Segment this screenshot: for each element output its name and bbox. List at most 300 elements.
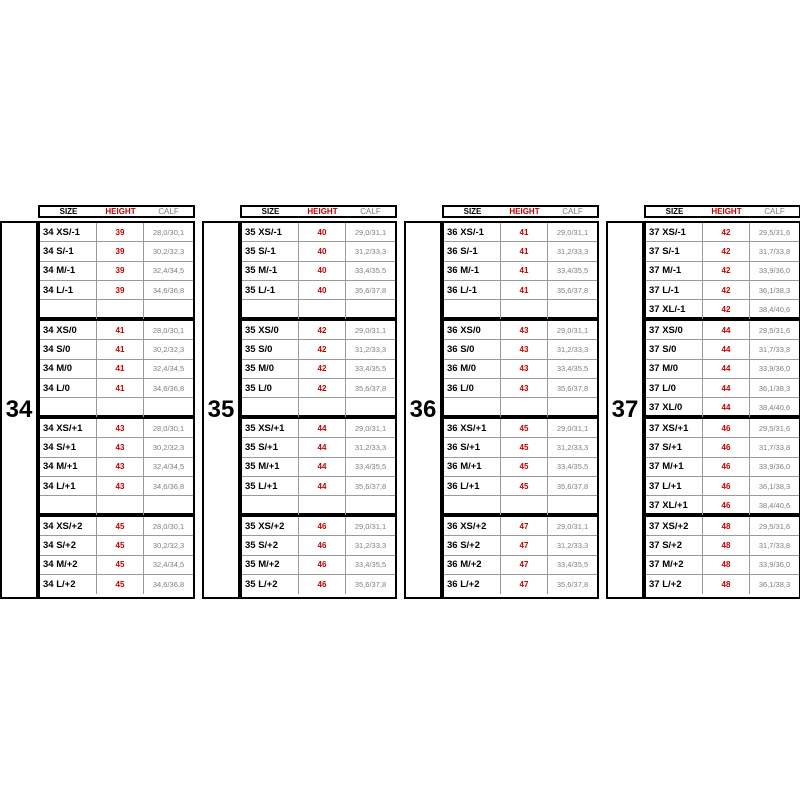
height-cell: 42 [299, 360, 346, 378]
height-cell: 41 [97, 340, 144, 358]
height-cell: 45 [501, 419, 548, 437]
table-row [444, 379, 597, 398]
calf-cell: 34,6/36,8 [152, 481, 185, 491]
calf-cell: 31,2/33,3 [354, 246, 387, 256]
table-row [646, 340, 799, 359]
height-cell: 46 [703, 458, 750, 476]
height-cell [501, 300, 548, 319]
calf-cell: 31,7/33,8 [758, 344, 791, 354]
size-cell: 35 M/0 [242, 360, 299, 378]
calf-cell: 29,5/31,6 [758, 423, 791, 433]
height-cell: 43 [501, 379, 548, 397]
height-cell: 43 [97, 438, 144, 456]
size-cell [40, 398, 97, 417]
height-header: HEIGHT [307, 207, 338, 216]
calf-cell: 35,6/37,8 [354, 383, 387, 393]
size-cell: 35 XS/-1 [242, 223, 299, 241]
calf-cell: 29,0/31,1 [354, 521, 387, 531]
calf-cell: 29,0/31,1 [556, 423, 589, 433]
size-header: SIZE [59, 207, 78, 216]
size-cell: 36 S/0 [444, 340, 501, 358]
table-row [242, 360, 395, 379]
size-cell: 35 M/+1 [242, 458, 299, 476]
calf-cell: 38,4/40,6 [758, 501, 791, 511]
height-cell: 42 [703, 262, 750, 280]
height-cell: 45 [97, 536, 144, 554]
calf-cell [144, 398, 193, 417]
size-group [240, 417, 397, 515]
calf-cell [144, 496, 193, 515]
calf-cell: 30,2/32,3 [152, 344, 185, 354]
size-cell: 36 L/0 [444, 379, 501, 397]
size-cell [444, 300, 501, 319]
size-cell: 35 L/+2 [242, 575, 299, 594]
table-row [242, 262, 395, 281]
calf-cell: 29,0/31,1 [354, 325, 387, 335]
calf-cell [548, 398, 597, 417]
size-group [442, 417, 599, 515]
height-cell: 39 [97, 242, 144, 260]
size-group [644, 417, 800, 515]
size-cell: 34 M/0 [40, 360, 97, 378]
calf-cell: 28,0/30,1 [152, 521, 185, 531]
table-row [242, 458, 395, 477]
height-cell: 42 [703, 281, 750, 299]
table-row [40, 477, 193, 496]
size-cell: 36 S/-1 [444, 242, 501, 260]
calf-cell: 35,6/37,8 [354, 481, 387, 491]
size-cell: 37 XS/-1 [646, 223, 703, 241]
table-row [646, 536, 799, 555]
size-cell: 36 XS/+1 [444, 419, 501, 437]
height-cell: 48 [703, 575, 750, 594]
calf-cell: 33,4/35,5 [354, 364, 387, 374]
table-row [242, 556, 395, 575]
height-cell: 40 [299, 281, 346, 299]
size-cell: 37 S/+2 [646, 536, 703, 554]
height-cell: 46 [299, 517, 346, 535]
size-group [240, 515, 397, 599]
calf-header: CALF [158, 207, 179, 216]
table-row [444, 300, 597, 319]
table-row [646, 281, 799, 300]
height-cell: 44 [299, 477, 346, 495]
calf-cell: 31,2/33,3 [556, 246, 589, 256]
height-cell: 43 [501, 321, 548, 339]
height-cell: 40 [299, 242, 346, 260]
table-row [242, 536, 395, 555]
height-cell: 44 [299, 419, 346, 437]
block-label: 36 [404, 221, 442, 599]
size-cell: 37 M/+1 [646, 458, 703, 476]
height-cell: 43 [97, 477, 144, 495]
height-cell: 42 [703, 223, 750, 241]
table-row [40, 517, 193, 536]
height-cell: 44 [703, 340, 750, 358]
height-cell: 42 [703, 242, 750, 260]
calf-cell: 35,6/37,8 [556, 285, 589, 295]
table-row [444, 321, 597, 340]
size-cell: 37 XS/+2 [646, 517, 703, 535]
table-row [242, 575, 395, 594]
height-cell: 44 [703, 360, 750, 378]
calf-cell: 29,5/31,6 [758, 521, 791, 531]
calf-cell: 31,7/33,8 [758, 442, 791, 452]
calf-cell: 34,6/36,8 [152, 285, 185, 295]
height-cell: 46 [299, 556, 346, 574]
size-cell: 37 S/+1 [646, 438, 703, 456]
size-cell: 34 XS/+2 [40, 517, 97, 535]
table-row [646, 379, 799, 398]
size-header: SIZE [261, 207, 280, 216]
table-row [40, 242, 193, 261]
height-cell: 44 [299, 438, 346, 456]
table-row [242, 477, 395, 496]
column-header [644, 205, 800, 218]
height-cell: 42 [299, 321, 346, 339]
size-cell: 36 L/-1 [444, 281, 501, 299]
calf-cell: 30,2/32,3 [152, 246, 185, 256]
table-row [646, 262, 799, 281]
size-cell: 35 XS/+1 [242, 419, 299, 437]
table-row [242, 242, 395, 261]
table-row [40, 496, 193, 515]
height-cell: 45 [97, 517, 144, 535]
size-group [644, 515, 800, 599]
size-cell: 36 S/+1 [444, 438, 501, 456]
size-cell: 34 S/-1 [40, 242, 97, 260]
size-cell: 37 XL/-1 [646, 300, 703, 319]
height-cell [299, 300, 346, 319]
table-row [242, 438, 395, 457]
height-cell: 47 [501, 575, 548, 594]
table-row [444, 438, 597, 457]
calf-cell: 32,4/34,5 [152, 462, 185, 472]
calf-cell: 30,2/32,3 [152, 442, 185, 452]
calf-header: CALF [360, 207, 381, 216]
size-cell: 37 M/+2 [646, 556, 703, 574]
calf-cell: 33,9/36,0 [758, 462, 791, 472]
calf-cell: 33,4/35,5 [354, 462, 387, 472]
table-row [242, 419, 395, 438]
calf-cell [346, 496, 395, 515]
calf-cell: 28,0/30,1 [152, 227, 185, 237]
size-cell: 35 S/-1 [242, 242, 299, 260]
table-row [242, 496, 395, 515]
column-header [442, 205, 599, 218]
calf-cell: 34,6/36,8 [152, 580, 185, 590]
calf-cell: 29,5/31,6 [758, 325, 791, 335]
table-row [40, 575, 193, 594]
size-cell: 34 XS/0 [40, 321, 97, 339]
calf-cell: 36,1/38,3 [758, 383, 791, 393]
column-header [38, 205, 195, 218]
calf-cell: 35,6/37,8 [354, 580, 387, 590]
column-header [240, 205, 397, 218]
table-row [444, 419, 597, 438]
table-row [40, 458, 193, 477]
table-row [444, 556, 597, 575]
size-cell: 36 S/+2 [444, 536, 501, 554]
size-cell: 34 XS/+1 [40, 419, 97, 437]
table-row [242, 281, 395, 300]
calf-cell: 36,1/38,3 [758, 580, 791, 590]
size-cell: 36 M/0 [444, 360, 501, 378]
height-cell: 48 [703, 517, 750, 535]
calf-cell: 31,2/33,3 [354, 540, 387, 550]
calf-cell [144, 300, 193, 319]
table-row [646, 477, 799, 496]
table-row [444, 575, 597, 594]
table-row [40, 262, 193, 281]
height-cell [97, 300, 144, 319]
calf-cell: 31,2/33,3 [556, 344, 589, 354]
size-cell [444, 398, 501, 417]
size-cell [242, 496, 299, 515]
calf-cell: 33,4/35,5 [556, 462, 589, 472]
table-row [40, 321, 193, 340]
calf-cell: 35,6/37,8 [556, 580, 589, 590]
size-cell: 35 M/-1 [242, 262, 299, 280]
table-row [242, 398, 395, 417]
size-cell: 35 S/+2 [242, 536, 299, 554]
size-cell: 35 S/0 [242, 340, 299, 358]
size-cell: 37 S/-1 [646, 242, 703, 260]
height-cell: 43 [501, 340, 548, 358]
calf-cell: 35,6/37,8 [556, 383, 589, 393]
height-cell: 46 [703, 477, 750, 495]
size-cell: 36 M/+1 [444, 458, 501, 476]
height-cell: 42 [299, 340, 346, 358]
size-group [644, 221, 800, 319]
table-row [646, 556, 799, 575]
size-cell: 34 S/+1 [40, 438, 97, 456]
calf-cell: 31,2/33,3 [556, 442, 589, 452]
table-row [646, 223, 799, 242]
block-label: 37 [606, 221, 644, 599]
size-cell: 37 M/-1 [646, 262, 703, 280]
size-cell: 37 S/0 [646, 340, 703, 358]
size-cell: 34 S/0 [40, 340, 97, 358]
calf-cell: 31,2/33,3 [354, 442, 387, 452]
size-cell: 34 M/-1 [40, 262, 97, 280]
block-label: 34 [0, 221, 38, 599]
height-cell [97, 496, 144, 515]
table-row [444, 517, 597, 536]
height-cell: 45 [501, 477, 548, 495]
height-cell [501, 496, 548, 515]
table-row [40, 300, 193, 319]
calf-cell: 33,9/36,0 [758, 266, 791, 276]
calf-header: CALF [562, 207, 583, 216]
calf-cell [346, 300, 395, 319]
table-row [40, 379, 193, 398]
calf-cell: 38,4/40,6 [758, 305, 791, 315]
table-row [242, 517, 395, 536]
height-cell: 46 [703, 496, 750, 515]
table-row [242, 300, 395, 319]
size-cell: 36 XS/0 [444, 321, 501, 339]
size-cell: 36 L/+2 [444, 575, 501, 594]
table-row [40, 438, 193, 457]
size-cell: 34 L/0 [40, 379, 97, 397]
size-cell: 35 L/+1 [242, 477, 299, 495]
height-cell: 47 [501, 536, 548, 554]
size-group [38, 515, 195, 599]
size-group [442, 221, 599, 319]
size-group [442, 319, 599, 417]
calf-cell: 29,0/31,1 [556, 521, 589, 531]
calf-cell: 28,0/30,1 [152, 325, 185, 335]
size-cell [444, 496, 501, 515]
size-group [38, 417, 195, 515]
size-cell [242, 398, 299, 417]
table-row [646, 242, 799, 261]
height-cell: 43 [97, 458, 144, 476]
size-cell: 35 S/+1 [242, 438, 299, 456]
height-cell: 48 [703, 556, 750, 574]
calf-cell: 36,1/38,3 [758, 481, 791, 491]
calf-cell: 33,9/36,0 [758, 364, 791, 374]
height-cell [97, 398, 144, 417]
calf-cell: 36,1/38,3 [758, 285, 791, 295]
table-row [40, 398, 193, 417]
table-row [646, 517, 799, 536]
table-row [646, 438, 799, 457]
height-cell: 39 [97, 262, 144, 280]
size-cell: 36 M/+2 [444, 556, 501, 574]
height-cell: 43 [501, 360, 548, 378]
height-cell: 42 [299, 379, 346, 397]
size-cell: 37 XS/+1 [646, 419, 703, 437]
calf-cell: 32,4/34,5 [152, 560, 185, 570]
height-cell: 40 [299, 223, 346, 241]
size-cell: 37 M/0 [646, 360, 703, 378]
table-row [444, 340, 597, 359]
calf-cell: 35,6/37,8 [354, 285, 387, 295]
height-cell: 44 [299, 458, 346, 476]
height-cell: 45 [501, 458, 548, 476]
table-row [646, 575, 799, 594]
table-row [444, 458, 597, 477]
calf-cell: 31,2/33,3 [354, 344, 387, 354]
calf-cell: 29,0/31,1 [556, 325, 589, 335]
height-cell: 42 [703, 300, 750, 319]
table-row [242, 340, 395, 359]
size-cell: 34 L/+2 [40, 575, 97, 594]
calf-cell [346, 398, 395, 417]
height-cell [501, 398, 548, 417]
height-cell: 41 [501, 242, 548, 260]
calf-cell: 31,2/33,3 [556, 540, 589, 550]
size-group [442, 515, 599, 599]
table-row [444, 242, 597, 261]
table-row [40, 536, 193, 555]
size-cell: 34 XS/-1 [40, 223, 97, 241]
height-cell: 46 [299, 536, 346, 554]
size-cell: 37 L/0 [646, 379, 703, 397]
size-cell [40, 300, 97, 319]
size-group [38, 319, 195, 417]
calf-header: CALF [764, 207, 785, 216]
calf-cell: 31,7/33,8 [758, 540, 791, 550]
calf-cell: 33,4/35,5 [354, 266, 387, 276]
size-header: SIZE [463, 207, 482, 216]
height-cell: 41 [501, 223, 548, 241]
table-row [646, 398, 799, 417]
height-cell: 41 [97, 321, 144, 339]
calf-cell: 38,4/40,6 [758, 403, 791, 413]
height-cell: 46 [703, 419, 750, 437]
height-header: HEIGHT [509, 207, 540, 216]
table-row [646, 300, 799, 319]
calf-cell: 33,4/35,5 [354, 560, 387, 570]
size-group [644, 319, 800, 417]
height-cell: 41 [97, 379, 144, 397]
calf-cell: 33,4/35,5 [556, 266, 589, 276]
table-row [40, 556, 193, 575]
size-cell [242, 300, 299, 319]
size-cell: 35 XS/0 [242, 321, 299, 339]
calf-cell: 29,0/31,1 [354, 227, 387, 237]
size-cell: 37 L/+1 [646, 477, 703, 495]
size-cell: 35 L/0 [242, 379, 299, 397]
table-row [646, 458, 799, 477]
calf-cell: 33,4/35,5 [556, 560, 589, 570]
calf-cell: 34,6/36,8 [152, 383, 185, 393]
size-cell: 34 L/-1 [40, 281, 97, 299]
calf-cell: 30,2/32,3 [152, 540, 185, 550]
calf-cell: 32,4/34,5 [152, 266, 185, 276]
calf-cell: 32,4/34,5 [152, 364, 185, 374]
table-row [444, 360, 597, 379]
table-row [40, 340, 193, 359]
size-cell [40, 496, 97, 515]
height-cell: 41 [97, 360, 144, 378]
height-cell: 45 [97, 575, 144, 594]
size-group [38, 221, 195, 319]
calf-cell: 29,5/31,6 [758, 227, 791, 237]
table-row [646, 321, 799, 340]
height-cell: 41 [501, 281, 548, 299]
height-cell: 44 [703, 379, 750, 397]
calf-cell: 29,0/31,1 [354, 423, 387, 433]
size-cell: 37 L/+2 [646, 575, 703, 594]
height-cell: 46 [299, 575, 346, 594]
size-cell: 36 L/+1 [444, 477, 501, 495]
height-cell: 39 [97, 281, 144, 299]
calf-cell: 29,0/31,1 [556, 227, 589, 237]
table-row [242, 379, 395, 398]
size-cell: 37 XL/0 [646, 398, 703, 417]
table-row [40, 419, 193, 438]
size-cell: 37 XL/+1 [646, 496, 703, 515]
height-cell [299, 398, 346, 417]
height-cell: 48 [703, 536, 750, 554]
height-cell: 41 [501, 262, 548, 280]
height-cell: 44 [703, 321, 750, 339]
calf-cell: 33,9/36,0 [758, 560, 791, 570]
height-cell: 45 [97, 556, 144, 574]
size-cell: 35 XS/+2 [242, 517, 299, 535]
table-row [242, 321, 395, 340]
table-row [444, 262, 597, 281]
height-cell: 47 [501, 517, 548, 535]
table-row [40, 360, 193, 379]
table-row [444, 398, 597, 417]
size-cell: 36 XS/-1 [444, 223, 501, 241]
size-cell: 35 M/+2 [242, 556, 299, 574]
